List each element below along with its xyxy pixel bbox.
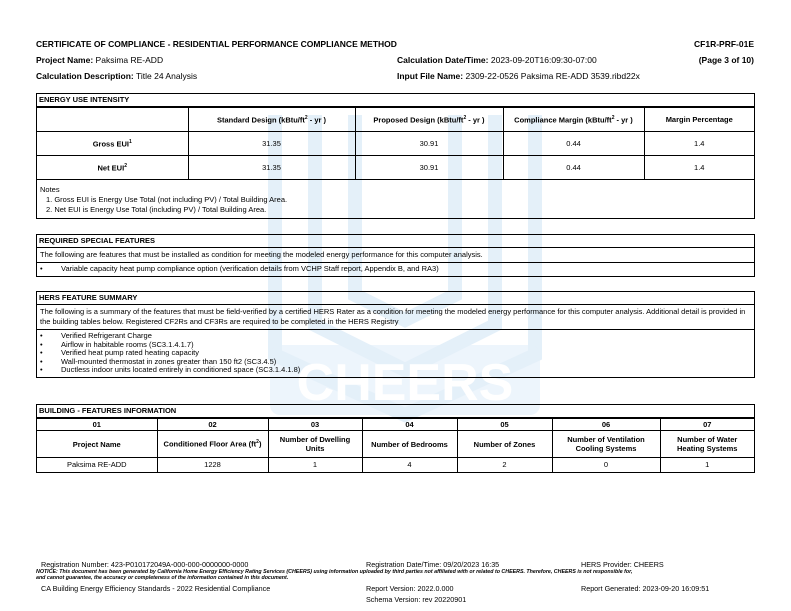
- energy-use-table: [37, 107, 754, 180]
- col-standard-design: Standard Design ($kBtu/ft^2$ - yr ): [188, 108, 355, 132]
- col-num-06: 06: [552, 419, 660, 431]
- table-row: [37, 156, 754, 180]
- header-row: [37, 431, 754, 458]
- calc-datetime-line: [397, 55, 597, 65]
- watermark-text: CHEERS: [296, 354, 514, 412]
- header-water-heating: Number of Water Heating Systems: [660, 431, 754, 458]
- net-margin: 0.44: [503, 156, 644, 180]
- col-num-07: 07: [660, 419, 754, 431]
- input-file-line: [397, 71, 640, 81]
- notice-line-1: NOTICE: This document has been generated by California Home Energy Efficiency Rating Services (CHEERS) using information uploaded by third parties not affiliated with or related to CHEERS. Therefore, CHEERS is not responsible for,: [36, 569, 633, 575]
- table-row: [37, 132, 754, 156]
- building-features-title: BUILDING - FEATURES INFORMATION: [37, 405, 754, 418]
- header-bedrooms: Number of Bedrooms: [362, 431, 457, 458]
- input-file-value: 2309-22-0526 Paksima RE-ADD 3539.ribd22x: [465, 71, 640, 81]
- value-project-name: Paksima RE-ADD: [37, 458, 157, 472]
- schema-version: Schema Version: rev 20220901: [366, 595, 467, 604]
- value-ventilation-cooling: 0: [552, 458, 660, 472]
- project-name-label: Project Name:: [36, 55, 94, 65]
- energy-use-header-row: [37, 108, 754, 132]
- col-margin-percentage: Margin Percentage: [644, 108, 754, 132]
- table-row: [37, 458, 754, 472]
- hers-summary-title: HERS FEATURE SUMMARY: [37, 292, 754, 305]
- notes-block: [37, 180, 754, 218]
- building-features-table: [37, 418, 754, 472]
- energy-use-title: ENERGY USE INTENSITY: [37, 94, 754, 107]
- list-item: • Airflow in habitable rooms (SC3.1.4.1.7): [40, 339, 194, 349]
- report-generated: Report Generated: 2023-09-20 16:09:51: [581, 584, 710, 593]
- gross-proposed: 30.91: [355, 132, 503, 156]
- col-num-04: 04: [362, 419, 457, 431]
- note-1: 1. Gross EUI is Energy Use Total (not including PV) / Total Building Area.: [46, 195, 288, 204]
- list-item: • Variable capacity heat pump compliance option (verification details from VCHP Staff report, Appendix B, and RA3): [40, 264, 439, 273]
- net-proposed: 30.91: [355, 156, 503, 180]
- list-item: • Verified Refrigerant Charge: [40, 331, 152, 340]
- energy-use-section: [36, 93, 755, 219]
- input-file-label: Input File Name:: [397, 71, 464, 81]
- calc-datetime-value: 2023-09-20T16:09:30-07:00: [490, 55, 597, 65]
- row-label-gross-eui: Gross EUI$^1$: [37, 132, 188, 156]
- special-features-section: [36, 234, 755, 277]
- net-percentage: 1.4: [644, 156, 754, 180]
- report-version: Report Version: 2022.0.000: [366, 584, 454, 593]
- list-item: • Ductless indoor units located entirely in conditioned space (SC3.1.4.1.8): [40, 365, 301, 374]
- calc-desc-value: Title 24 Analysis: [135, 71, 198, 81]
- hers-summary-section: [36, 291, 755, 378]
- calc-datetime-label: Calculation Date/Time:: [397, 55, 489, 65]
- form-id: CF1R-PRF-01E: [694, 39, 754, 49]
- col-compliance-margin: Compliance Margin ($kBtu/ft^2$ - yr ): [503, 108, 644, 132]
- header-conditioned-floor-area: Conditioned Floor Area $(ft^2)$: [157, 431, 268, 458]
- value-bedrooms: 4: [362, 458, 457, 472]
- list-item: • Verified heat pump rated heating capacity: [40, 348, 200, 357]
- value-dwelling-units: 1: [268, 458, 362, 472]
- col-num-02: 02: [157, 419, 268, 431]
- building-features-section: [36, 404, 755, 473]
- col-num-03: 03: [268, 419, 362, 431]
- page-number: (Page 3 of 10): [698, 55, 754, 65]
- list-item: • Wall-mounted thermostat in zones greater than 150 ft2 (SC3.4.5): [40, 356, 277, 366]
- project-name-line: [36, 55, 163, 65]
- row-label-net-eui: Net EUI$^2$: [37, 156, 188, 180]
- hers-summary-intro: The following is a summary of the features that must be field-verified by a certified HERS Rater as a condition for meeting the modeled energy performance for this computer analysis. Additional detail is provided in the building tables below. Registered CF2Rs and CF3Rs are required to be completed in the HERS Registry: [37, 305, 754, 330]
- note-2: 2. Net EUI is Energy Use Total (including PV) / Total Building Area.: [46, 205, 267, 214]
- header-dwelling-units: Number of Dwelling Units: [268, 431, 362, 458]
- project-name-value: Paksima RE-ADD: [95, 55, 164, 65]
- gross-margin: 0.44: [503, 132, 644, 156]
- document-title: CERTIFICATE OF COMPLIANCE - RESIDENTIAL PERFORMANCE COMPLIANCE METHOD: [36, 39, 397, 49]
- calc-desc-label: Calculation Description:: [36, 71, 134, 81]
- value-zones: 2: [457, 458, 552, 472]
- gross-standard: 31.35: [188, 132, 355, 156]
- registration-number: Registration Number: 423-P010172049A-000-000-0000000-0000: [41, 560, 249, 569]
- gross-percentage: 1.4: [644, 132, 754, 156]
- col-num-01: 01: [37, 419, 157, 431]
- column-number-row: [37, 419, 754, 431]
- hers-provider: HERS Provider: CHEERS: [581, 560, 664, 569]
- header-project-name: Project Name: [37, 431, 157, 458]
- header-ventilation-cooling: Number of Ventilation Cooling Systems: [552, 431, 660, 458]
- standards-label: CA Building Energy Efficiency Standards - 2022 Residential Compliance: [41, 584, 271, 593]
- header-zones: Number of Zones: [457, 431, 552, 458]
- net-standard: 31.35: [188, 156, 355, 180]
- special-features-title: REQUIRED SPECIAL FEATURES: [37, 235, 754, 248]
- notice-line-2: and cannot guarantee, the accuracy or completeness of the information contained in this document.: [36, 575, 289, 581]
- value-floor-area: 1228: [157, 458, 268, 472]
- registration-datetime: Registration Date/Time: 09/20/2023 16:35: [366, 560, 500, 569]
- col-num-05: 05: [457, 419, 552, 431]
- special-features-intro: The following are features that must be installed as condition for meeting the modeled energy performance for this computer analysis.: [37, 248, 754, 263]
- value-water-heating: 1: [660, 458, 754, 472]
- notes-title: Notes: [40, 185, 60, 194]
- col-proposed-design: Proposed Design ($kBtu/ft^2$ - yr ): [355, 108, 503, 132]
- hers-feature-list: [37, 330, 754, 377]
- calc-desc-line: [36, 71, 197, 81]
